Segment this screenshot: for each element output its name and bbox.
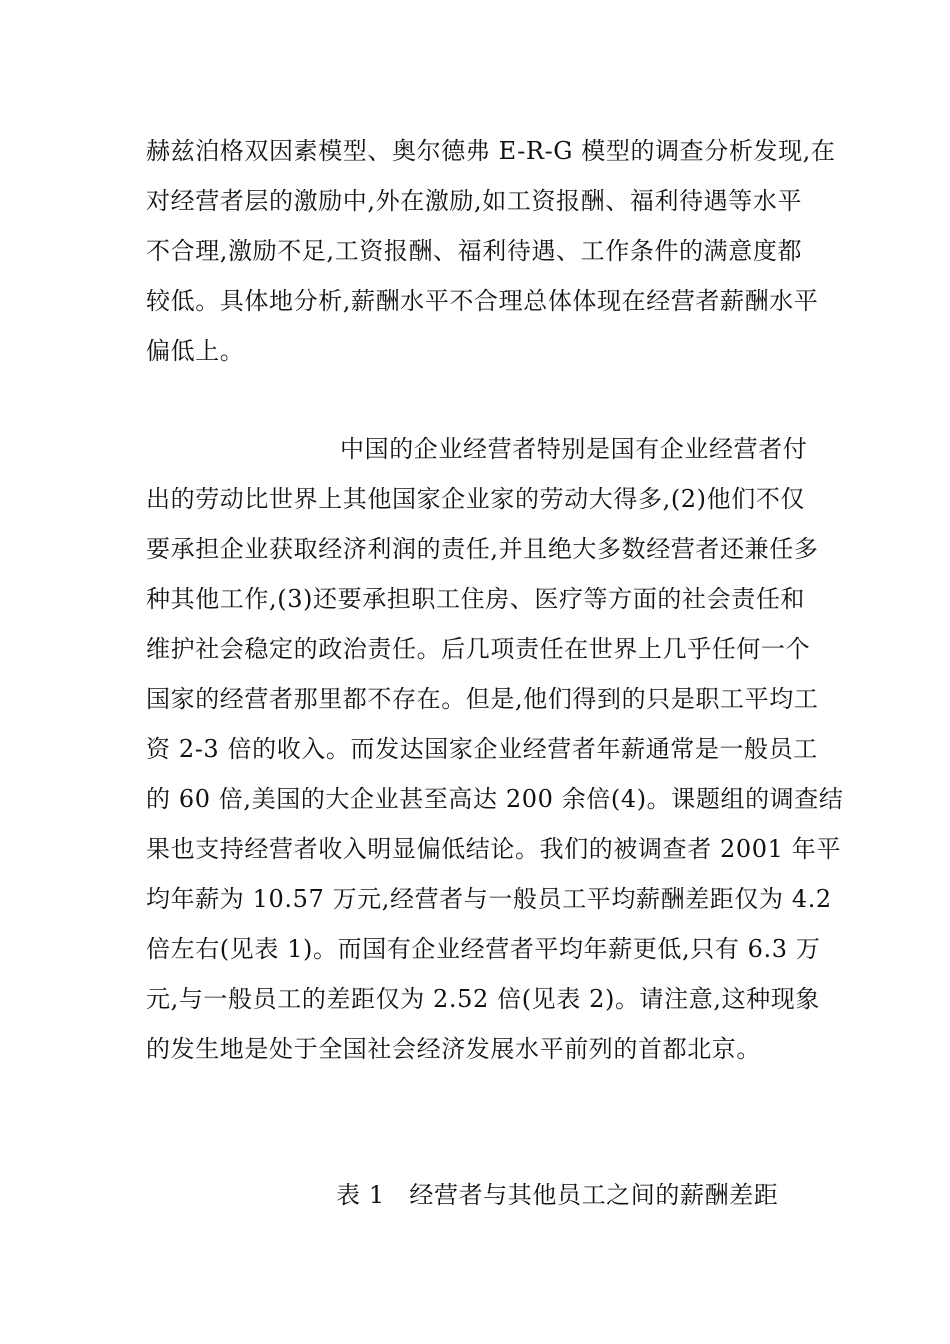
paragraph-1-line-5: 偏低上。 (146, 337, 245, 365)
paragraph-2-line-4: 种其他工作,(3)还要承担职工住房、医疗等方面的社会责任和 (146, 585, 806, 613)
paragraph-2-line-9: 果也支持经营者收入明显偏低结论。我们的被调查者 2001 年平 (146, 835, 841, 863)
paragraph-1-line-2: 对经营者层的激励中,外在激励,如工资报酬、福利待遇等水平 (146, 187, 803, 215)
paragraph-2-line-11: 倍左右(见表 1)。而国有企业经营者平均年薪更低,只有 6.3 万 (146, 935, 821, 963)
paragraph-2-line-7: 资 2-3 倍的收入。而发达国家企业经营者年薪通常是一般员工 (146, 735, 818, 763)
paragraph-2-line-13: 的发生地是处于全国社会经济发展水平前列的首都北京。 (146, 1035, 761, 1063)
paragraph-1-line-4: 较低。具体地分析,薪酬水平不合理总体体现在经营者薪酬水平 (146, 287, 819, 315)
paragraph-2-line-10: 均年薪为 10.57 万元,经营者与一般员工平均薪酬差距仅为 4.2 (146, 885, 832, 913)
table-caption: 表 1 经营者与其他员工之间的薪酬差距 (336, 1181, 779, 1209)
paragraph-2-line-2: 出的劳动比世界上其他国家企业家的劳动大得多,(2)他们不仅 (146, 485, 806, 513)
paragraph-2-line-6: 国家的经营者那里都不存在。但是,他们得到的只是职工平均工 (146, 685, 819, 713)
paragraph-2-line-3: 要承担企业获取经济利润的责任,并且绝大多数经营者还兼任多 (146, 535, 819, 563)
paragraph-2-line-5: 维护社会稳定的政治责任。后几项责任在世界上几乎任何一个 (146, 635, 811, 663)
paragraph-1-line-3: 不合理,激励不足,工资报酬、福利待遇、工作条件的满意度都 (146, 237, 803, 265)
paragraph-1-line-1: 赫兹泊格双因素模型、奥尔德弗 E-R-G 模型的调查分析发现,在 (146, 137, 836, 165)
paragraph-2-line-1: 中国的企业经营者特别是国有企业经营者付 (340, 435, 808, 463)
paragraph-2-line-12: 元,与一般员工的差距仅为 2.52 倍(见表 2)。请注意,这种现象 (146, 985, 820, 1013)
paragraph-2-line-8: 的 60 倍,美国的大企业甚至高达 200 余倍(4)。课题组的调查结 (146, 785, 844, 813)
